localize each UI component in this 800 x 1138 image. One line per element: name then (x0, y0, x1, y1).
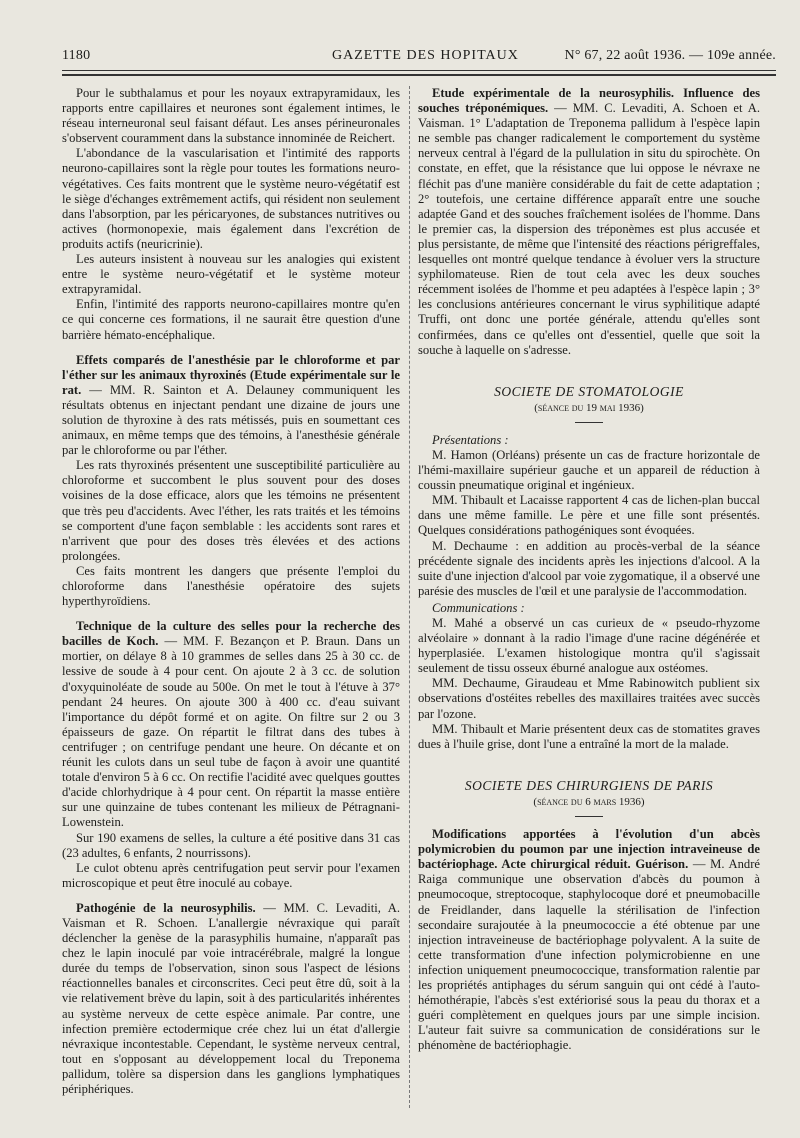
page-number: 1180 (62, 48, 91, 63)
article-text: — M. André Raiga communique une observation d'abcès du poumon à pneumocoque, streptocoque, staphylocoque doré et pneumobacille de Freidlander, dans laquelle la stérilisation de l'infection secondaire surajoutée à la pneumococcie a été obtenue par une injection intraveineuse de bactériophage polyvalent. A la suite de cette transformation d'une infection polymicrobienne en une infection uniquement pneumococcique, transformation ralentie par les propriétés antiphages du sérum sanguin qui ont cédé à l'auto-hémothérapie, l'abcès s'est extériorisé sous la peau du thorax et a guéri complètement en quelques jours par une simple incision. L'auteur fait suivre sa communication de considérations sur le phénomène de bactériophagie. (418, 857, 760, 1053)
article-lead (418, 86, 760, 358)
session-date: (séance du 6 mars 1936) (533, 795, 645, 808)
paragraph: Sur 190 examens de selles, la culture a été positive dans 31 cas (23 adultes, 6 enfants, 2 nourrissons). (62, 830, 400, 860)
article-authors: — MM. C. Levaditi, A. Vaisman et R. Schoen. (62, 900, 400, 930)
right-column (418, 86, 760, 1108)
left-column (62, 86, 400, 1108)
section-separator (575, 422, 603, 423)
article-etude-neurosyphilis (418, 86, 760, 358)
article-title: Technique de la culture des selles pour la recherche des bacilles de Koch. (62, 619, 400, 649)
column-divider (409, 86, 410, 1108)
section-session (418, 795, 760, 810)
section-title: SOCIETE DE STOMATOLOGIE (494, 383, 684, 399)
paragraph: Les auteurs insistent à nouveau sur les analogies qui existent entre le système neuro-végétatif et le système moteur extrapyramidal. (62, 252, 400, 297)
article-authors: — MM. C. Levaditi, A. Schoen et A. Vaisman. (418, 101, 760, 131)
article-pathogenie (62, 901, 400, 1097)
article-title: Modifications apportées à l'évolution d'un abcès polymicrobien du poumon par une injection intraveineuse de bactériophage. Acte chirurgical réduit. Guérison. (418, 827, 760, 872)
section-separator (575, 816, 603, 817)
article-anesthesie (62, 353, 400, 610)
paragraph: Ces faits montrent les dangers que présente l'emploi du chloroforme dans l'anesthésie opératoire des sujets hyperthyroïdiens. (62, 563, 400, 609)
journal-title: GAZETTE DES HOPITAUX (332, 48, 519, 63)
article-lead (418, 827, 760, 1053)
paragraph: MM. Dechaume, Giraudeau et Mme Rabinowitch publient six observations d'ostéites rebelles des maxillaires traitées avec succès par l'ozone. (418, 676, 760, 721)
article-culture-selles (62, 619, 400, 891)
article-authors: — MM. F. Bezançon et P. Braun. (164, 634, 350, 649)
paragraph: M. Dechaume : en addition au procès-verbal de la séance précédente signale des incidents après les injections d'alcool. A la suite d'une injection d'alcool par voie zygomatique, il a observé une parésie des muscles de l'œil et une paralysie de l'accommodation. (418, 538, 760, 598)
subheading: Présentations : (432, 432, 509, 447)
paragraph: Pour le subthalamus et pour les noyaux extrapyramidaux, les rapports entre capillaires et neurones sont également intimes, le réseau interneuronal seul faisant défaut. Les anses périneuronales s'observent couramment dans la substance innominée de Reichert. (62, 86, 400, 146)
paragraph: Les rats thyroxinés présentent une susceptibilité particulière au chloroforme et succombent le plus souvent pour des doses voisines de la dose efficace, alors que les témoins ne présentent que très peu d'accidents. Avec l'éther, les rats traités et les témoins se comportent d'une façon semblable : les accidents sont rares et n'arrivent que pour des doses très élevées et des actions prolongées. (62, 458, 400, 563)
section-session (418, 401, 760, 416)
paragraph: MM. Thibault et Marie présentent deux cas de stomatites graves dues à l'huile grise, dont l'une a entraîné la mort de la malade. (418, 721, 760, 751)
paragraph: M. Hamon (Orléans) présente un cas de fracture horizontale de l'hémi-maxillaire supérieur gauche et un appareil de réduction à coussin pneumatique original et ingénieux. (418, 447, 760, 493)
paragraph: Le culot obtenu après centrifugation peut servir pour l'examen microscopique et peut être inoculé au cobaye. (62, 860, 400, 890)
article-title: Effets comparés de l'anesthésie par le chloroforme et par l'éther sur les animaux thyroxinés (Etude expérimentale sur le rat. (62, 352, 400, 397)
session-date: (séance du 19 mai 1936) (534, 401, 644, 414)
article-lead (62, 901, 400, 1097)
header-rule-thick (62, 74, 776, 76)
article-title: Pathogénie de la neurosyphilis. (76, 900, 256, 915)
article-text: L'anallergie névraxique qui paraît déclencher la genèse de la parasyphilis humaine, n'apparaît pas chez le lapin inoculé par voie intracérébrale, malgré la longue durée du temps de l'observation, sinon sous l'aspect de lésions réactionnelles banales et circonscrites. Ceci peut être dû, soit à la vie relativement brève du lapin, soit à des particularités inhérentes au système nerveux de cette espèce animale. Par contre, une infection première ectodermique crée chez lui un état d'allergie névraxique incontestable. Cependant, le système nerveux central, tout en s'opposant au développement local du Treponema pallidum, tolère sa dispersion dans les ganglions lymphatiques périphériques. (62, 915, 400, 1096)
section-title: SOCIETE DES CHIRURGIENS DE PARIS (464, 777, 714, 793)
subheading: Communications : (432, 600, 525, 615)
article-text: communiquent les résultats obtenus en injectant pendant une dizaine de jours une solution de thyroxine à des rats métissés, puis en soumettant ces animaux, en même temps que des témoins, à l'anesthésie générale par le chloroforme ou par l'éther. (62, 382, 400, 458)
article-text: 1° L'adaptation de Treponema pallidum à l'espèce lapin ne semble pas changer radicalement le comportement du système nerveux central à l'égard de la pullulation in situ du spirochète. On constate, en effet, que la résistance que lui oppose le névraxe ne fléchit pas d'une manière considérable du fait de cette adaptation ; 2° toutefois, une certaine différence apparaît entre une souche adaptée Gand et des souches fraîchement isolées de l'homme. Dans le premier cas, la dispersion des tréponèmes est plus accusée et plus persistante, de même que l'intensité des réactions périgreffales, lesquelles ont montré quelque tendance à évoluer vers la structure syphilomateuse. Rien de tout cela avec les deux souches récemment isolées de l'homme et peu adaptées à l'espèce lapin ; 3° les conclusions antérieures concernant le virus syphilitique adapté Truffi, ont donc une portée générale, attendu qu'elles sont confirmées, dans ce qu'elles ont d'essentiel, quelle que soit la souche à laquelle on s'adresse. (418, 116, 760, 357)
article-text: Dans un mortier, on délaye 8 à 10 grammes de selles dans 25 à 30 cc. de lessive de soude à 4 pour cent. On ajoute 2 à 3 cc. de solution d'oxyquinoléate de soude au 500e. On met le tout à l'étuve à 37° pendant 24 heures. On ajoute 300 à 400 cc. d'eau suivant l'importance du dépôt formé et on agite. On filtre sur 2 ou 3 épaisseurs de gaze. On répartit le filtrat dans des tubes à centrifuger ; on centrifuge pendant une heure. On décante et on réunit les culots dans un seul tube de façon à avoir une quantité totale d'environ 5 à 6 cc. On rectifie l'acidité avec quelques gouttes d'acide chlorhydrique à 4 pour cent. On répartit la masse entière sur une quinzaine de tubes contenant les milieux de Pétragnani-Lowenstein. (62, 634, 400, 830)
page-header (62, 48, 776, 66)
paragraph: M. Mahé a observé un cas curieux de « pseudo-rhyzome alvéolaire » donnant à la radio l'image d'une racine dégénérée et hyperplasiée. L'examen histologique montra qu'il s'agissait seulement de tissu osseux éburné analogue aux ostéomes. (418, 616, 760, 676)
paragraph: Enfin, l'intimité des rapports neurono-capillaires montre qu'en ce qui concerne ces formations, il ne saurait être question d'une barrière hémato-encéphalique. (62, 297, 400, 342)
issue-info: N° 67, 22 août 1936. — 109e année. (564, 48, 776, 63)
article-authors: — MM. R. Sainton et A. Delauney (89, 382, 295, 397)
paragraph: MM. Thibault et Lacaisse rapportent 4 cas de lichen-plan buccal dans une même famille. Le père et une fille sont présentés. Quelques considérations pathogéniques sont évoquées. (418, 493, 760, 538)
header-rule (62, 70, 776, 71)
article-lead (62, 353, 400, 459)
article-lead (62, 619, 400, 830)
paragraph: L'abondance de la vascularisation et l'intimité des rapports neurono-capillaires sont la règle pour toutes les formations neuro-végétatives. Ces faits montrent que le système neuro-végétatif est le siège d'échanges extrêmement actifs, qui résident non seulement dans l'absorption, par les péricaryones, de substances nutritives ou actives (hormonopexie, mais également dans l'excrétion de produits actifs (neuricrinie). (62, 146, 400, 251)
article-title: Etude expérimentale de la neurosyphilis. Influence des souches tréponémiques. (418, 86, 760, 116)
